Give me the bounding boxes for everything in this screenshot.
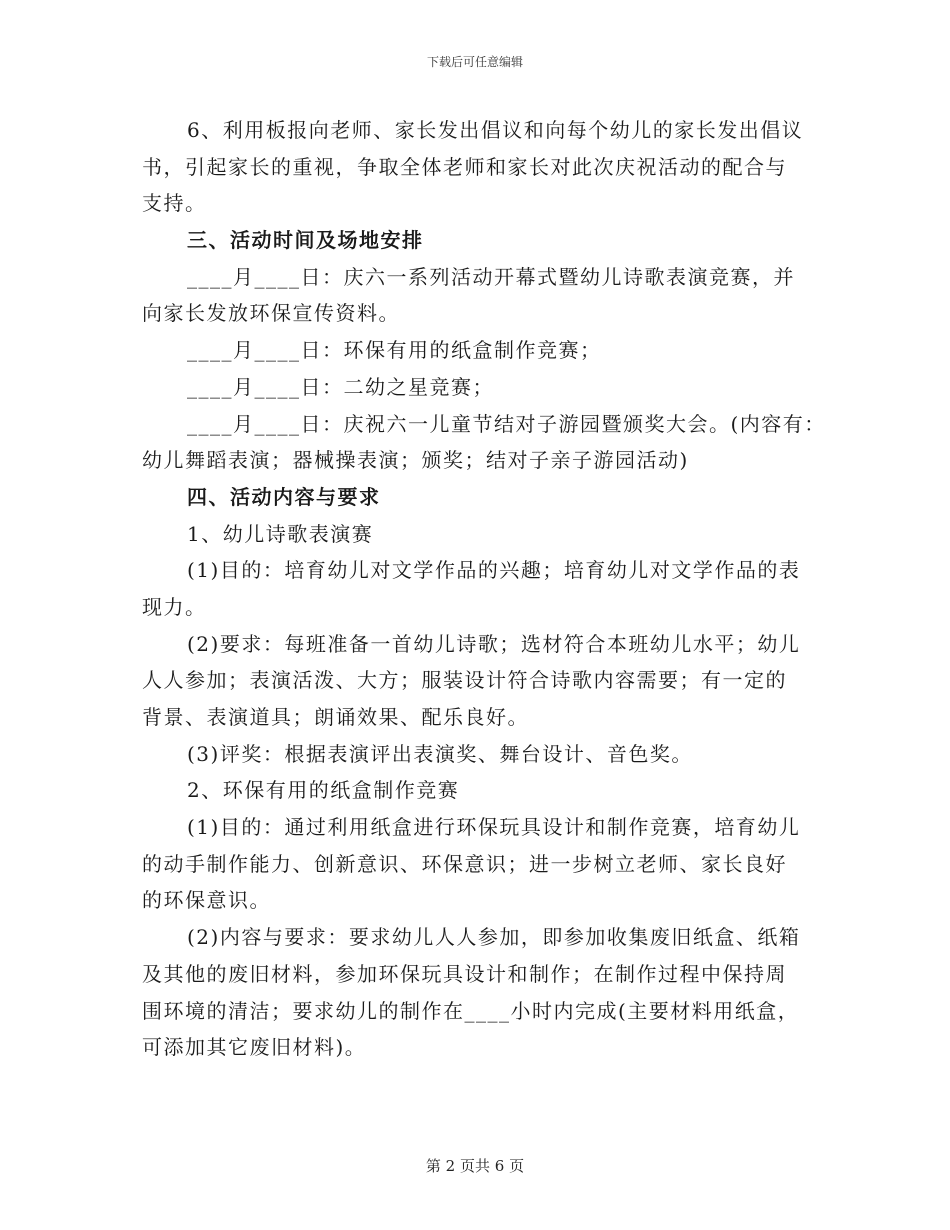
section-heading: 四、活动内容与要求	[187, 484, 381, 509]
page-header: 下载后可任意编辑	[426, 55, 523, 69]
text-line: ____月____日：二幼之星竞赛；	[187, 374, 494, 399]
text-line: 支持。	[142, 191, 207, 216]
text-line: ____月____日：庆六一系列活动开幕式暨幼儿诗歌表演竞赛，并	[187, 264, 795, 289]
text-line: 书，引起家长的重视，争取全体老师和家长对此次庆祝活动的配合与	[142, 154, 787, 179]
document-body	[142, 112, 826, 1066]
text-line: (2)内容与要求：要求幼儿人人参加，即参加收集废旧纸盒、纸箱	[187, 925, 801, 950]
text-line: 2、环保有用的纸盒制作竞赛	[187, 778, 460, 803]
text-line: 6、利用板报向老师、家长发出倡议和向每个幼儿的家长发出倡议	[187, 118, 804, 142]
section-heading: 三、活动时间及场地安排	[187, 228, 424, 253]
text-line: 可添加其它废旧材料)。	[142, 1035, 367, 1060]
text-line: ____月____日：庆祝六一儿童节结对子游园暨颁奖大会。(内容有：	[187, 411, 826, 436]
text-line: 及其他的废旧材料，参加环保玩具设计和制作；在制作过程中保持周	[142, 961, 787, 986]
text-line: 幼儿舞蹈表演；器械操表演；颁奖；结对子亲子游园活动)	[142, 448, 689, 473]
text-line: (1)目的：培育幼儿对文学作品的兴趣；培育幼儿对文学作品的表	[187, 558, 801, 583]
text-line: 背景、表演道具；朗诵效果、配乐良好。	[142, 705, 529, 729]
text-line: 的环保意识。	[142, 888, 271, 913]
text-line: (3)评奖：根据表演评出表演奖、舞台设计、音色奖。	[187, 741, 693, 766]
page-footer: 第 2 页共 6 页	[425, 1157, 525, 1175]
text-line: 的动手制作能力、创新意识、环保意识；进一步树立老师、家长良好	[142, 851, 787, 876]
text-line: 围环境的清洁；要求幼儿的制作在____小时内完成(主要材料用纸盒，	[142, 998, 800, 1023]
text-line: 现力。	[142, 594, 207, 619]
text-line: (2)要求：每班准备一首幼儿诗歌；选材符合本班幼儿水平；幼儿	[187, 631, 801, 656]
text-line: (1)目的：通过利用纸盒进行环保玩具设计和制作竞赛，培育幼儿	[187, 815, 801, 840]
text-line: 向家长发放环保宣传资料。	[142, 301, 400, 326]
text-line: 人人参加；表演活泼、大方；服装设计符合诗歌内容需要；有一定的	[142, 668, 787, 693]
text-line: 1、幼儿诗歌表演赛	[187, 521, 374, 546]
text-line: ____月____日：环保有用的纸盒制作竞赛；	[187, 338, 602, 363]
